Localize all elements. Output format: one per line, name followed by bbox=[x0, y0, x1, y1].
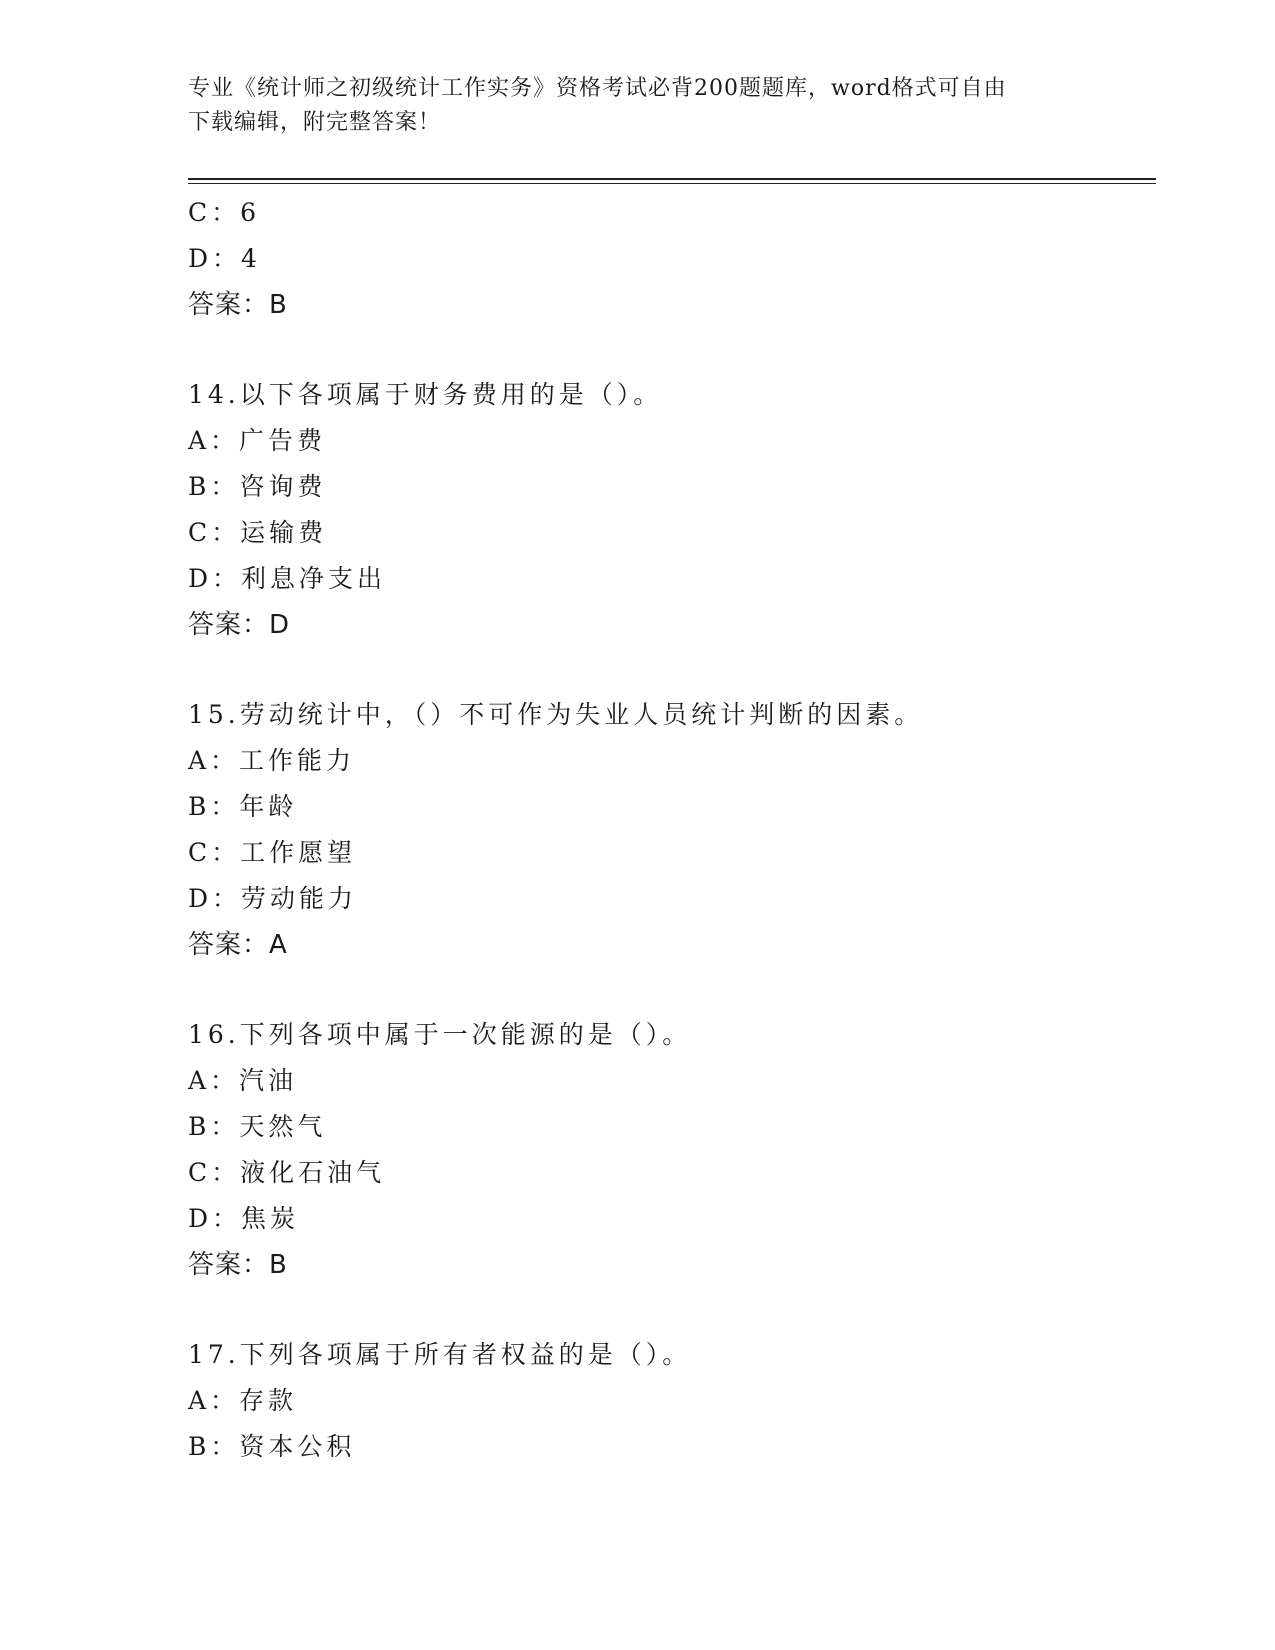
option-d: D：劳动能力 bbox=[188, 884, 358, 913]
question-14 bbox=[188, 372, 1156, 648]
header-divider-thin bbox=[188, 183, 1156, 184]
question-16 bbox=[188, 1012, 1156, 1288]
option-b: B：天然气 bbox=[188, 1112, 327, 1141]
question-stem: 15.劳动统计中，（）不可作为失业人员统计判断的因素。 bbox=[188, 700, 924, 729]
option-c: C：液化石油气 bbox=[188, 1158, 386, 1187]
option-b: B：年龄 bbox=[188, 792, 298, 821]
option-c: C：6 bbox=[188, 198, 261, 227]
option-d: D：利息净支出 bbox=[188, 564, 387, 593]
question-stem: 14.以下各项属于财务费用的是（）。 bbox=[188, 380, 663, 409]
answer-line: 答案：D bbox=[188, 610, 291, 640]
header-divider-thick bbox=[188, 178, 1156, 180]
option-a: A：工作能力 bbox=[188, 746, 356, 775]
header-line-1: 专业《统计师之初级统计工作实务》资格考试必背200题题库，word格式可自由 bbox=[188, 76, 1007, 101]
question-13-continued bbox=[188, 190, 1156, 328]
option-c: C：运输费 bbox=[188, 518, 328, 547]
spacer bbox=[188, 968, 1156, 1012]
option-d: D：4 bbox=[188, 244, 261, 273]
option-a: A：汽油 bbox=[188, 1066, 298, 1095]
option-b: B：资本公积 bbox=[188, 1432, 356, 1461]
spacer bbox=[188, 1288, 1156, 1332]
option-c: C：工作愿望 bbox=[188, 838, 357, 867]
question-15 bbox=[188, 692, 1156, 968]
answer-line: 答案：B bbox=[188, 290, 288, 320]
document-header bbox=[188, 72, 1088, 140]
question-list bbox=[188, 190, 1156, 1470]
question-stem: 17.下列各项属于所有者权益的是（）。 bbox=[188, 1340, 692, 1369]
option-a: A：广告费 bbox=[188, 426, 327, 455]
answer-line: 答案：A bbox=[188, 930, 288, 960]
option-d: D：焦炭 bbox=[188, 1204, 300, 1233]
option-a: A：存款 bbox=[188, 1386, 298, 1415]
option-b: B：咨询费 bbox=[188, 472, 327, 501]
question-17 bbox=[188, 1332, 1156, 1470]
spacer bbox=[188, 648, 1156, 692]
answer-line: 答案：B bbox=[188, 1250, 288, 1280]
question-stem: 16.下列各项中属于一次能源的是（）。 bbox=[188, 1020, 692, 1049]
header-line-2: 下载编辑，附完整答案！ bbox=[188, 110, 442, 135]
spacer bbox=[188, 328, 1156, 372]
